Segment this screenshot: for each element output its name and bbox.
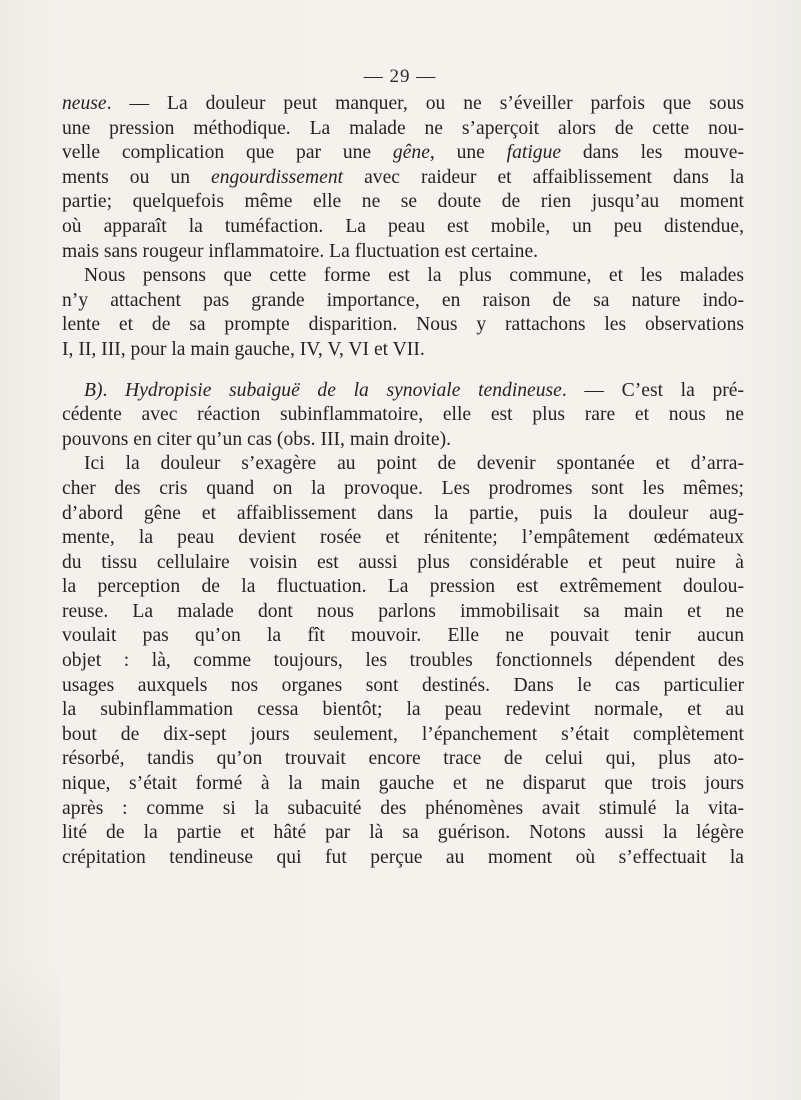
text-line: après : comme si la subacuité des phénomènes avait stimulé la vita- — [62, 797, 744, 819]
text-line: I, II, III, pour la main gauche, IV, V, VI et VII. — [62, 338, 425, 360]
paragraph-gap — [62, 363, 744, 379]
line-text: ments ou un — [62, 166, 212, 188]
section-letter: B) — [84, 379, 103, 401]
text-line: où apparaît la tuméfaction. La peau est mobile, un peu distendue, — [62, 215, 744, 237]
line-text: dans les mouve- — [561, 142, 744, 164]
text-line — [62, 166, 744, 191]
text-line: lité de la partie et hâté par là sa guérison. Notons aussi la légère — [62, 822, 744, 844]
text-line — [62, 379, 744, 404]
text-line: résorbé, tandis qu’on trouvait encore trace de celui qui, plus ato- — [62, 748, 744, 770]
text-line: une pression méthodique. La malade ne s’aperçoit alors de cette nou- — [62, 117, 744, 139]
paragraph-2 — [62, 264, 744, 362]
italic-word: neuse — [62, 93, 107, 114]
text-line: reuse. La malade dont nous parlons immobilisait sa main et ne — [62, 600, 744, 622]
text-line: nique, s’était formé à la main gauche et ne disparut que trois jours — [62, 773, 744, 795]
text-line: usages auxquels nos organes sont destinés. Dans le cas particulier — [62, 674, 744, 696]
paragraph-3 — [62, 379, 744, 453]
text-line: la subinflammation cessa bientôt; la peau redevint normale, et au — [62, 699, 744, 721]
text-line: cédente avec réaction subinflammatoire, elle est plus rare et nous ne — [62, 404, 744, 426]
text-line: lente et de sa prompte disparition. Nous y rattachons les observations — [62, 314, 744, 336]
paragraph-1 — [62, 92, 744, 264]
text-line: bout de dix-sept jours seulement, l’épanchement s’était complètement — [62, 723, 744, 745]
line-text: , une — [429, 142, 507, 164]
text-line: du tissu cellulaire voisin est aussi plus considérable et peut nuire à — [62, 551, 744, 573]
italic-word: gêne — [392, 142, 430, 164]
text-line: Nous pensons que cette forme est la plus commune, et les malades — [84, 265, 744, 287]
italic-word: engourdissement — [211, 166, 344, 188]
page-body — [62, 92, 744, 870]
text-line: partie; quelquefois même elle ne se doute de rien jusqu’au moment — [62, 191, 744, 213]
line-text: velle complication que par une — [62, 142, 393, 164]
page-edge-shadow — [0, 960, 60, 1100]
text-line: objet : là, comme toujours, les troubles fonctionnels dépendent des — [62, 650, 744, 672]
line-text: avec raideur et affaiblissement dans la — [343, 166, 745, 188]
text-line: mente, la peau devient rosée et rénitente; l’empâtement œdémateux — [62, 527, 744, 549]
line-text: . — [102, 379, 126, 401]
text-line — [62, 141, 744, 166]
text-line: d’abord gêne et affaiblissement dans la partie, puis la douleur aug- — [62, 502, 744, 524]
text-line — [62, 92, 744, 117]
text-line: voulait pas qu’on la fît mouvoir. Elle ne pouvait tenir aucun — [62, 625, 744, 647]
text-line: n’y attachent pas grande importance, en raison de sa nature indo- — [62, 289, 744, 311]
text-line: la perception de la fluctuation. La pression est extrêmement doulou- — [62, 576, 744, 598]
line-text: . — La douleur peut manquer, ou ne s’éveiller parfois que sous — [106, 93, 744, 114]
text-line: mais sans rougeur inflammatoire. La fluctuation est certaine. — [62, 240, 539, 262]
text-line: pouvons en citer qu’un cas (obs. III, main droite). — [62, 428, 452, 450]
paragraph-4 — [62, 452, 744, 870]
section-title: Hydropisie subaiguë de la synoviale tendineuse — [125, 379, 562, 401]
text-line: Ici la douleur s’exagère au point de devenir spontanée et d’arra- — [84, 453, 744, 475]
text-line: crépitation tendineuse qui fut perçue au moment où s’effectuait la — [62, 846, 744, 868]
italic-word: fatigue — [506, 142, 562, 164]
line-text: . — C’est la pré- — [561, 379, 745, 401]
text-line: cher des cris quand on la provoque. Les prodromes sont les mêmes; — [62, 477, 744, 499]
page-number: — 29 — — [363, 66, 437, 87]
